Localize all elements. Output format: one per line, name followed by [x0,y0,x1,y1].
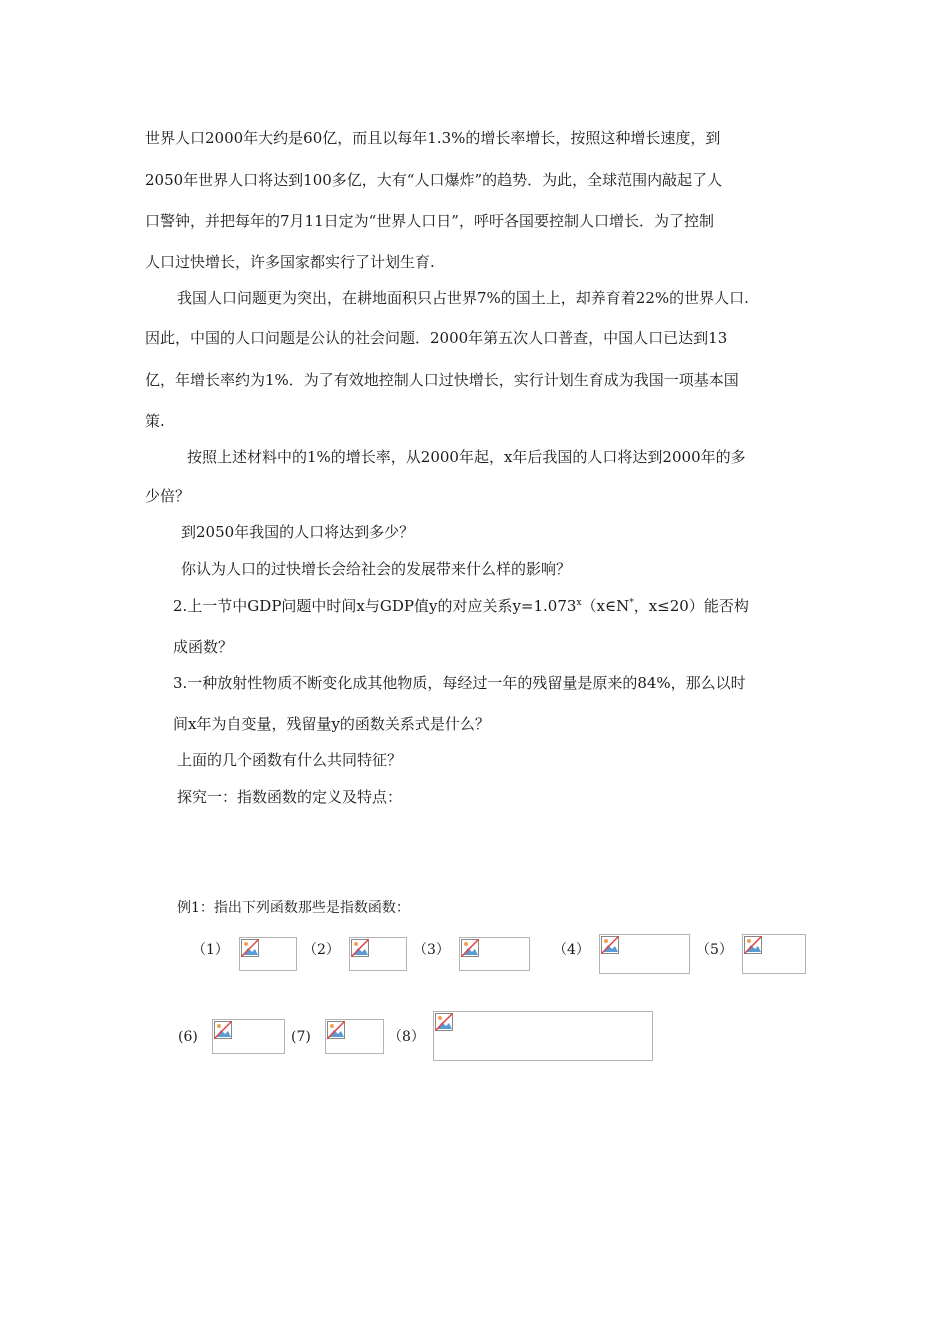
paragraph-2-line-1: 我国人口问题更为突出，在耕地面积只占世界7%的国土上，却养育着22%的世界人口. [177,289,749,307]
formula-image-2 [349,937,407,971]
example-label-3: （3） [413,942,450,958]
formula-image-3 [459,937,530,971]
example-label-1: （1） [192,942,229,958]
example-title: 例1：指出下列函数那些是指数函数： [177,900,410,916]
broken-image-icon [461,939,479,957]
example-label-6: (6) [178,1029,198,1045]
question-population-2050: 到2050年我国的人口将达到多少？ [181,523,415,541]
exponent-x: x [576,598,582,608]
paragraph-2-line-3: 亿，年增长率约为1%．为了有效地控制人口过快增长，实行计划生育成为我国一项基本国 [145,371,739,389]
question-3-line-2: 间x年为自变量，残留量y的函数关系式是什么？ [173,715,490,733]
paragraph-2-line-2: 因此，中国的人口问题是公认的社会问题．2000年第五次人口普查，中国人口已达到13 [145,329,728,347]
broken-image-icon [241,939,259,957]
question-2-line-2: 成函数？ [173,638,234,656]
example-label-2: （2） [303,942,340,958]
formula-image-7 [325,1019,384,1054]
question-2-text-a: 2.上一节中GDP问题中时间x与GDP值y的对应关系y=1.073 [173,597,577,615]
formula-image-4 [599,934,690,974]
superscript-star: * [629,598,634,608]
question-2-text-b: （x∈N [581,597,630,615]
example-label-4: （4） [553,942,590,958]
question-3-line-1: 3.一种放射性物质不断变化成其他物质，每经过一年的残留量是原来的84%，那么以时 [173,674,746,692]
broken-image-icon [435,1013,453,1031]
question-2-text-c: ，x≤20）能否构 [633,597,749,615]
paragraph-1-line-2: 2050年世界人口将达到100多亿，大有“人口爆炸”的趋势．为此，全球范围内敲起了人 [145,171,723,189]
example-label-8: （8） [388,1029,425,1045]
paragraph-1-line-1: 世界人口2000年大约是60亿，而且以每年1.3%的增长率增长，按照这种增长速度，到 [145,129,721,147]
broken-image-icon [214,1021,232,1039]
formula-image-5 [742,934,806,974]
broken-image-icon [601,936,619,954]
example-label-7: (7) [291,1029,311,1045]
paragraph-1-line-3: 口警钟，并把每年的7月11日定为“世界人口日”，呼吁各国要控制人口增长．为了控制 [145,212,714,230]
broken-image-icon [327,1021,345,1039]
formula-image-6 [212,1019,285,1054]
question-impact: 你认为人口的过快增长会给社会的发展带来什么样的影响？ [181,560,572,578]
broken-image-icon [744,936,762,954]
paragraph-2-line-4: 策. [145,412,165,430]
example-label-5: （5） [696,942,733,958]
paragraph-3-line-2: 少倍？ [145,487,191,505]
paragraph-1-line-4: 人口过快增长，许多国家都实行了计划生育. [145,253,435,271]
broken-image-icon [351,939,369,957]
common-feature-question: 上面的几个函数有什么共同特征？ [177,751,403,769]
formula-image-1 [239,937,297,971]
formula-image-8 [433,1011,653,1061]
paragraph-3-line-1: 按照上述材料中的1%的增长率，从2000年起，x年后我国的人口将达到2000年的多 [187,448,746,466]
question-2-line-1 [173,596,749,616]
explore-heading: 探究一：指数函数的定义及特点： [177,788,403,806]
